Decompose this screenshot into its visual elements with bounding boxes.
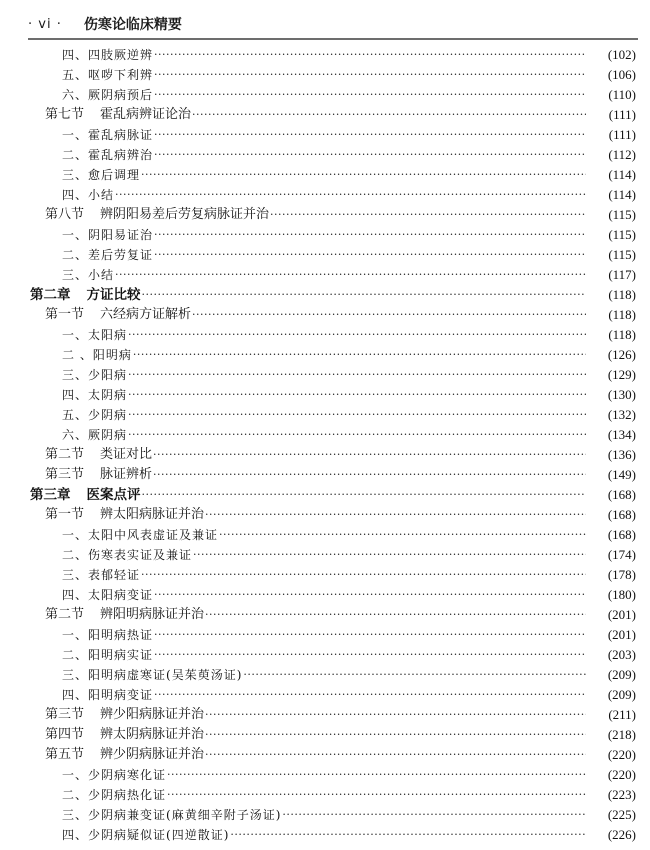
dot-leader [193, 545, 586, 565]
toc-entry-title: 辨太阴病脉证并治 [100, 727, 205, 742]
toc-entry-number: 第二节 [45, 447, 85, 462]
toc-entry-number: 第八节 [45, 207, 85, 222]
toc-entry-page: (114) [586, 185, 636, 205]
toc-entry-page: (209) [586, 685, 636, 705]
toc-entry-section[interactable] [0, 105, 650, 125]
dot-leader [154, 625, 586, 645]
toc-entry-title: 少阴病疑似证(四逆散证) [88, 828, 230, 842]
toc-entry-page: (115) [586, 225, 636, 245]
dot-leader-container [153, 465, 586, 485]
dot-leader-container [128, 405, 586, 425]
toc-entry-number: 三、 [62, 808, 89, 822]
dot-leader-container [282, 805, 586, 825]
toc-entry-number: 四、 [62, 48, 89, 62]
toc-entry-title: 少阴病热化证 [88, 788, 167, 802]
dot-leader [192, 105, 586, 125]
toc-entry-title: 太阳病变证 [88, 588, 154, 602]
dot-leader [230, 825, 586, 845]
toc-entry-page: (136) [586, 445, 636, 465]
toc-entry-title: 少阴病 [88, 408, 128, 422]
toc-entry-page: (201) [586, 605, 636, 625]
toc-entry-section[interactable] [0, 725, 650, 745]
toc-entry-number: 三、 [62, 168, 89, 182]
toc-entry-page: (180) [586, 585, 636, 605]
dot-leader-container [154, 625, 586, 645]
toc-entry-title: 呕哕下利辨 [88, 68, 154, 82]
toc-entry-label [62, 265, 115, 285]
dot-leader-container [193, 545, 586, 565]
toc-entry-item[interactable] [0, 185, 650, 205]
toc-entry-item[interactable] [0, 825, 650, 845]
dot-leader-container [219, 525, 586, 545]
toc-entry-page: (102) [586, 45, 636, 65]
dot-leader-container [230, 825, 586, 845]
header-rule [28, 38, 638, 40]
toc-entry-title: 阳明病 [92, 348, 132, 362]
toc-entry-item[interactable] [0, 45, 650, 65]
toc-entry-number: 第三节 [45, 467, 85, 482]
toc-entry-item[interactable] [0, 65, 650, 85]
dot-leader-container [154, 45, 586, 65]
toc-entry-number: 六、 [62, 88, 89, 102]
toc-entry-page: (226) [586, 825, 636, 845]
dot-leader-container [128, 385, 586, 405]
toc-entry-page: (118) [586, 325, 636, 345]
page-header [28, 12, 628, 36]
dot-leader-container [142, 285, 587, 305]
page-number: · vi · [28, 16, 62, 32]
toc-entry-number: 二、 [62, 548, 89, 562]
toc-entry-title: 太阴病 [88, 388, 128, 402]
toc-entry-number: 第一节 [45, 307, 85, 322]
dot-leader-container [192, 105, 586, 125]
toc-entry-item[interactable] [0, 425, 650, 445]
dot-leader-container [115, 265, 586, 285]
toc-entry-title: 辨阴阳易差后劳复病脉证并治 [100, 207, 270, 222]
dot-leader [154, 245, 586, 265]
toc-entry-page: (201) [586, 625, 636, 645]
dot-leader-container [243, 665, 586, 685]
dot-leader [167, 765, 586, 785]
toc-entry-title: 阴阳易证治 [88, 228, 154, 242]
dot-leader-container [205, 725, 586, 745]
toc-entry-page: (174) [586, 545, 636, 565]
toc-entry-title: 辨少阴病脉证并治 [100, 747, 205, 762]
dot-leader-container [205, 705, 586, 725]
toc-entry-section[interactable] [0, 465, 650, 485]
toc-entry-label [30, 285, 142, 305]
dot-leader-container [141, 165, 586, 185]
dot-leader [128, 425, 586, 445]
toc-entry-number: 四、 [62, 388, 89, 402]
toc-entry-title: 霍乱病辨治 [88, 148, 154, 162]
dot-leader-container [141, 565, 586, 585]
toc-entry-title: 霍乱病辨证论治 [100, 107, 192, 122]
toc-entry-label [62, 645, 154, 665]
toc-entry-item[interactable] [0, 345, 650, 365]
toc-entry-page: (117) [586, 265, 636, 285]
toc-entry-title: 辨少阳病脉证并治 [100, 707, 205, 722]
toc-entry-number: 三、 [62, 268, 89, 282]
toc-entry-number: 二、 [62, 788, 89, 802]
toc-entry-number: 一、 [62, 228, 89, 242]
toc-entry-number: 第二节 [45, 607, 85, 622]
toc-entry-number: 一、 [62, 628, 89, 642]
toc-entry-page: (203) [586, 645, 636, 665]
toc-entry-number: 四、 [62, 588, 89, 602]
toc-entry-chapter[interactable] [0, 285, 650, 305]
dot-leader-container [128, 425, 586, 445]
toc-entry-label [62, 765, 167, 785]
toc-entry-section[interactable] [0, 605, 650, 625]
dot-leader-container [154, 125, 586, 145]
toc-entry-number: 第五节 [45, 747, 85, 762]
toc-entry-number: 第四节 [45, 727, 85, 742]
toc-entry-title: 方证比较 [86, 287, 141, 303]
toc-entry-label [62, 825, 230, 845]
toc-entry-item[interactable] [0, 545, 650, 565]
toc-entry-item[interactable] [0, 585, 650, 605]
toc-entry-title: 伤寒表实证及兼证 [88, 548, 193, 562]
toc-entry-page: (132) [586, 405, 636, 425]
toc-entry-label [45, 305, 192, 325]
dot-leader [128, 405, 586, 425]
toc-entry-label [62, 685, 154, 705]
toc-entry-label [62, 585, 154, 605]
toc-entry-page: (129) [586, 365, 636, 385]
dot-leader [154, 225, 586, 245]
toc-entry-number: 二、 [62, 248, 89, 262]
toc-entry-number: 四、 [62, 188, 89, 202]
dot-leader [154, 45, 586, 65]
toc-entry-item[interactable] [0, 765, 650, 785]
toc-entry-label [62, 385, 128, 405]
book-title: 伤寒论临床精要 [83, 17, 182, 33]
toc-entry-number: 五、 [62, 408, 89, 422]
dot-leader-container [154, 225, 586, 245]
toc-entry-number: 第三节 [45, 707, 85, 722]
toc-entry-label [45, 465, 153, 485]
dot-leader [154, 125, 586, 145]
toc-entry-title: 厥阴病预后 [88, 88, 154, 102]
toc-entry-label [45, 705, 205, 725]
dot-leader [154, 145, 586, 165]
toc-entry-item[interactable] [0, 365, 650, 385]
toc-entry-item[interactable] [0, 665, 650, 685]
dot-leader [128, 325, 586, 345]
toc-entry-page: (115) [586, 245, 636, 265]
toc-entry-page: (118) [586, 305, 636, 325]
toc-entry-title: 阳明病变证 [88, 688, 154, 702]
toc-entry-item[interactable] [0, 325, 650, 345]
toc-entry-title: 六经病方证解析 [100, 307, 192, 322]
toc-entry-page: (178) [586, 565, 636, 585]
toc-entry-label [62, 625, 154, 645]
toc-entry-page: (111) [586, 125, 636, 145]
dot-leader-container [154, 65, 586, 85]
toc-entry-title: 四肢厥逆辨 [88, 48, 154, 62]
toc-entry-title: 阳明病虚寒证(吴茱萸汤证) [88, 668, 243, 682]
toc-entry-item[interactable] [0, 525, 650, 545]
dot-leader-container [115, 185, 586, 205]
toc-entry-label [30, 485, 142, 505]
toc-entry-label [62, 345, 133, 365]
toc-entry-page: (168) [586, 505, 636, 525]
toc-entry-page: (220) [586, 745, 636, 765]
toc-entry-title: 类证对比 [100, 447, 153, 462]
dot-leader [153, 445, 586, 465]
toc-entry-number: 六、 [62, 428, 89, 442]
toc-entry-label [62, 145, 154, 165]
dot-leader-container [205, 505, 586, 525]
toc-entry-title: 辨阳明病脉证并治 [100, 607, 205, 622]
toc-entry-page: (130) [586, 385, 636, 405]
toc-entry-item[interactable] [0, 805, 650, 825]
toc-entry-item[interactable] [0, 685, 650, 705]
dot-leader [154, 65, 586, 85]
dot-leader [128, 385, 586, 405]
toc-entry-item[interactable] [0, 565, 650, 585]
toc-entry-number: 一、 [62, 328, 89, 342]
toc-entry-page: (118) [586, 285, 636, 305]
toc-entry-title: 少阴病寒化证 [88, 768, 167, 782]
dot-leader-container [154, 145, 586, 165]
toc-entry-label [45, 605, 205, 625]
dot-leader [142, 485, 587, 505]
dot-leader-container [133, 345, 586, 365]
toc-entry-page: (115) [586, 205, 636, 225]
dot-leader [205, 705, 586, 725]
dot-leader [167, 785, 586, 805]
toc-entry-page: (218) [586, 725, 636, 745]
dot-leader-container [192, 305, 586, 325]
dot-leader-container [167, 785, 586, 805]
dot-leader [115, 185, 586, 205]
dot-leader-container [205, 605, 586, 625]
dot-leader-container [153, 445, 586, 465]
dot-leader [133, 345, 586, 365]
toc-entry-title: 差后劳复证 [88, 248, 154, 262]
toc-entry-chapter[interactable] [0, 485, 650, 505]
toc-entry-number: 第二章 [30, 287, 71, 303]
toc-entry-title: 阳明病实证 [88, 648, 154, 662]
dot-leader [243, 665, 586, 685]
toc-entry-label [62, 425, 128, 445]
dot-leader [154, 85, 586, 105]
toc-entry-label [62, 45, 154, 65]
dot-leader-container [167, 765, 586, 785]
toc-entry-label [62, 405, 128, 425]
toc-entry-page: (168) [586, 525, 636, 545]
toc-entry-label [62, 805, 282, 825]
toc-entry-section[interactable] [0, 505, 650, 525]
toc-entry-item[interactable] [0, 265, 650, 285]
toc-entry-page: (149) [586, 465, 636, 485]
dot-leader-container [205, 745, 586, 765]
table-of-contents [0, 45, 650, 845]
dot-leader-container [270, 205, 586, 225]
dot-leader [205, 505, 586, 525]
toc-entry-label [45, 205, 270, 225]
toc-entry-label [62, 225, 154, 245]
toc-entry-item[interactable] [0, 225, 650, 245]
toc-entry-title: 表郁轻证 [88, 568, 141, 582]
toc-entry-page: (126) [586, 345, 636, 365]
toc-entry-item[interactable] [0, 145, 650, 165]
dot-leader-container [154, 645, 586, 665]
toc-entry-title: 少阳病 [88, 368, 128, 382]
toc-entry-page: (223) [586, 785, 636, 805]
dot-leader [128, 365, 586, 385]
dot-leader-container [154, 585, 586, 605]
toc-entry-label [45, 105, 192, 125]
dot-leader-container [154, 685, 586, 705]
toc-entry-item[interactable] [0, 645, 650, 665]
toc-entry-page: (209) [586, 665, 636, 685]
toc-entry-title: 小结 [88, 188, 115, 202]
toc-entry-number: 第三章 [30, 487, 71, 503]
toc-entry-title: 辨太阳病脉证并治 [100, 507, 205, 522]
toc-entry-label [62, 245, 154, 265]
toc-entry-label [45, 745, 205, 765]
toc-entry-number: 二、 [62, 148, 89, 162]
toc-entry-item[interactable] [0, 785, 650, 805]
toc-entry-label [62, 125, 154, 145]
toc-entry-page: (114) [586, 165, 636, 185]
toc-entry-title: 脉证辨析 [100, 467, 153, 482]
toc-entry-number: 四、 [62, 688, 89, 702]
toc-entry-label [62, 565, 141, 585]
dot-leader [142, 285, 587, 305]
toc-entry-label [45, 725, 205, 745]
dot-leader [282, 805, 586, 825]
toc-entry-number: 一、 [62, 528, 89, 542]
toc-entry-item[interactable] [0, 625, 650, 645]
toc-entry-item[interactable] [0, 385, 650, 405]
toc-entry-number: 二 、 [62, 348, 93, 362]
dot-leader [141, 165, 586, 185]
toc-entry-label [62, 525, 219, 545]
dot-leader-container [142, 485, 587, 505]
toc-entry-number: 三、 [62, 368, 89, 382]
toc-entry-label [45, 505, 205, 525]
toc-entry-title: 愈后调理 [88, 168, 141, 182]
toc-entry-page: (220) [586, 765, 636, 785]
dot-leader [270, 205, 586, 225]
toc-entry-page: (112) [586, 145, 636, 165]
toc-entry-number: 三、 [62, 568, 89, 582]
toc-entry-page: (106) [586, 65, 636, 85]
dot-leader [205, 605, 586, 625]
toc-entry-number: 一、 [62, 128, 89, 142]
dot-leader [115, 265, 586, 285]
toc-entry-title: 太阳病 [88, 328, 128, 342]
dot-leader [154, 585, 586, 605]
dot-leader [154, 685, 586, 705]
toc-entry-page: (225) [586, 805, 636, 825]
toc-entry-item[interactable] [0, 245, 650, 265]
dot-leader [153, 465, 586, 485]
dot-leader [141, 565, 586, 585]
toc-entry-page: (168) [586, 485, 636, 505]
toc-entry-item[interactable] [0, 405, 650, 425]
toc-entry-item[interactable] [0, 85, 650, 105]
toc-entry-number: 五、 [62, 68, 89, 82]
toc-entry-title: 霍乱病脉证 [88, 128, 154, 142]
toc-entry-title: 医案点评 [86, 487, 141, 503]
toc-entry-label [62, 545, 193, 565]
toc-entry-number: 三、 [62, 668, 89, 682]
toc-entry-label [62, 65, 154, 85]
toc-entry-title: 厥阴病 [88, 428, 128, 442]
toc-entry-number: 第一节 [45, 507, 85, 522]
toc-entry-title: 小结 [88, 268, 115, 282]
toc-entry-title: 阳明病热证 [88, 628, 154, 642]
toc-entry-label [62, 785, 167, 805]
toc-entry-number: 一、 [62, 768, 89, 782]
toc-entry-label [45, 445, 153, 465]
dot-leader-container [154, 85, 586, 105]
dot-leader [154, 645, 586, 665]
toc-entry-page: (111) [586, 105, 636, 125]
toc-entry-label [62, 665, 243, 685]
dot-leader [205, 745, 586, 765]
toc-entry-section[interactable] [0, 205, 650, 225]
dot-leader [192, 305, 586, 325]
toc-entry-item[interactable] [0, 165, 650, 185]
toc-entry-label [62, 365, 128, 385]
toc-entry-section[interactable] [0, 705, 650, 725]
dot-leader [219, 525, 586, 545]
toc-entry-number: 第七节 [45, 107, 85, 122]
toc-entry-label [62, 325, 128, 345]
toc-entry-title: 少阴病兼变证(麻黄细辛附子汤证) [88, 808, 282, 822]
dot-leader-container [128, 325, 586, 345]
toc-entry-page: (134) [586, 425, 636, 445]
toc-entry-label [62, 185, 115, 205]
toc-entry-label [62, 85, 154, 105]
dot-leader-container [128, 365, 586, 385]
toc-entry-section[interactable] [0, 745, 650, 765]
toc-entry-page: (211) [586, 705, 636, 725]
dot-leader-container [154, 245, 586, 265]
toc-entry-label [62, 165, 141, 185]
toc-entry-section[interactable] [0, 445, 650, 465]
toc-entry-section[interactable] [0, 305, 650, 325]
toc-entry-number: 四、 [62, 828, 89, 842]
toc-entry-title: 太阳中风表虚证及兼证 [88, 528, 219, 542]
dot-leader [205, 725, 586, 745]
toc-entry-number: 二、 [62, 648, 89, 662]
toc-entry-item[interactable] [0, 125, 650, 145]
toc-entry-page: (110) [586, 85, 636, 105]
